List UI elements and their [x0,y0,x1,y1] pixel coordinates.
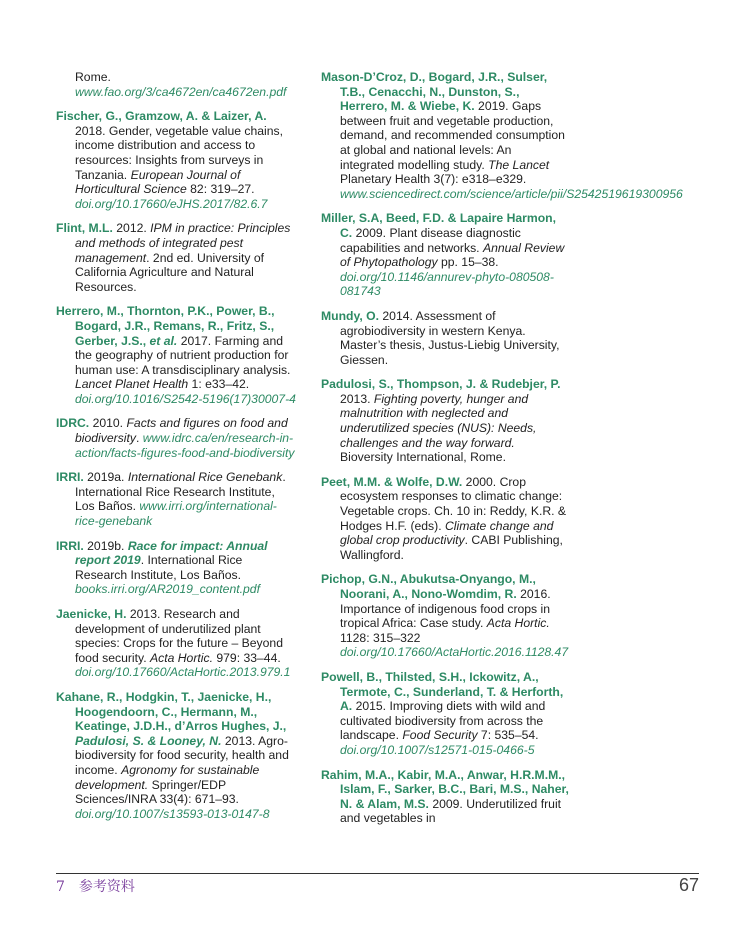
footer-divider [56,873,699,874]
reference-entry: Peet, M.M. & Wolfe, D.W. 2000. Crop ecosystem responses to climatic change: Vegetable crops. Ch. 10 in: Reddy, K.R. & Hodges H.F. (eds). Climate change and global crop productivity. CABI Publishing, Wallingford. [321,474,567,562]
reference-authors: IRRI. [56,538,84,553]
reference-authors: IRRI. [56,470,84,485]
reference-link[interactable]: doi.org/10.1007/s13593-013-0147-8 [75,806,270,821]
reference-entry: Padulosi, S., Thompson, J. & Rudebjer, P. 2013. Fighting poverty, hunger and malnutrition with neglected and underutilized species (NUS): Needs, challenges and the way forward. Bioversity International, Rome. [321,377,561,465]
reference-link[interactable]: www.fao.org/3/ca4672en/ca4672en.pdf [75,84,287,99]
reference-entry: Herrero, M., Thornton, P.K., Power, B., Bogard, J.R., Remans, R., Fritz, S., Gerber, J.S., et al. 2017. Farming and the geography of nutrient production for human use: A transdisciplinary analysis. Lancet Planet Health 1: e33–42. doi.org/10.1016/S2542-5196(17)30007-4 [56,304,296,406]
reference-entry: Jaenicke, H. 2013. Research and development of underutilized plant species: Crops for the future – Beyond food security. Acta Hortic. 979: 33–44. doi.org/10.17660/ActaHortic.2013.979.1 [56,607,291,680]
reference-entry: Rahim, M.A., Kabir, M.A., Anwar, H.R.M.M., Islam, F., Sarker, B.C., Bari, M.S., Naher, N. & Alam, M.S. 2009. Underutilized fruit and vegetables in [321,767,569,826]
reference-entry: IRRI. 2019a. International Rice Genebank. International Rice Research Institute, Los Baños. www.irri.org/international-rice-genebank [56,470,286,529]
reference-link[interactable]: doi.org/10.17660/eJHS.2017/82.6.7 [75,196,268,211]
reference-link[interactable]: doi.org/10.17660/ActaHortic.2016.1128.47 [340,645,569,660]
chapter-title: 参考资料 [78,879,135,895]
reference-entry: Mason-D’Croz, D., Bogard, J.R., Sulser, T.B., Cenacchi, N., Dunston, S., Herrero, M. & Wiebe, K. 2019. Gaps between fruit and vegetable production, demand, and recommended consumption at global and national levels: An integrated modelling study. The Lancet Planetary Health 3(7): e318–e329. www.sciencedirect.com/science/article/pii/S2542519619300956 [321,70,683,201]
reference-link[interactable]: www.idrc.ca/en/research-in-action/facts-figures-food-and-biodiversity [75,431,295,460]
reference-authors: Peet, M.M. & Wolfe, D.W. [321,474,463,489]
reference-link[interactable]: doi.org/10.17660/ActaHortic.2013.979.1 [75,665,291,680]
reference-column-left [56,70,296,831]
reference-entry: Kahane, R., Hodgkin, T., Jaenicke, H., Hoogendoorn, C., Hermann, M., Keatinge, J.D.H., d’Arros Hughes, J., Padulosi, S. & Looney, N. 2013. Agro-biodiversity for food security, health and income. Agronomy for sustainable development. Springer/EDP Sciences/INRA 33(4): 671–93. doi.org/10.1007/s13593-013-0147-8 [56,689,289,821]
reference-entry: Rome. www.fao.org/3/ca4672en/ca4672en.pdf [75,70,287,99]
reference-link[interactable]: books.irri.org/AR2019_content.pdf [75,582,260,597]
page-number: 67 [678,875,699,895]
reference-entry: Pichop, G.N., Abukutsa-Onyango, M., Noorani, A., Nono-Womdim, R. 2016. Importance of indigenous food crops in tropical Africa: Case study. Acta Hortic. 1128: 315–322 doi.org/10.17660/ActaHortic.2016.1128.47 [321,572,569,660]
reference-column-right [321,70,683,836]
chapter-number: 7 [56,879,65,895]
reference-link[interactable]: www.irri.org/international-rice-genebank [75,499,277,529]
reference-authors: Padulosi, S., Thompson, J. & Rudebjer, P. [321,377,561,392]
reference-link[interactable]: doi.org/10.1007/s12571-015-0466-5 [340,742,535,757]
reference-link[interactable]: doi.org/10.1016/S2542-5196(17)30007-4 [75,391,296,406]
reference-entry: Fischer, G., Gramzow, A. & Laizer, A. 2018. Gender, vegetable value chains, income distribution and access to resources: Insights from surveys in Tanzania. European Journal of Horticultural Science 82: 319–27. doi.org/10.17660/eJHS.2017/82.6.7 [56,109,284,211]
reference-authors: Herrero, M., Thornton, P.K., Power, B., Bogard, J.R., Remans, R., Fritz, S., Gerber, J.S., et al. [56,304,275,348]
reference-link[interactable]: www.sciencedirect.com/science/article/pii/S2542519619300956 [340,186,683,201]
reference-authors: Flint, M.L. [56,221,113,236]
reference-authors: Rahim, M.A., Kabir, M.A., Anwar, H.R.M.M., Islam, F., Sarker, B.C., Bari, M.S., Naher, N. & Alam, M.S. [321,767,569,811]
reference-authors: Powell, B., Thilsted, S.H., Ickowitz, A., Termote, C., Sunderland, T. & Herforth, A. [321,669,564,714]
chapter-footer [56,876,135,896]
reference-authors: Pichop, G.N., Abukutsa-Onyango, M., Noorani, A., Nono-Womdim, R. [321,572,536,601]
reference-authors: Jaenicke, H. [56,607,127,621]
reference-entry: IDRC. 2010. Facts and figures on food and biodiversity. www.idrc.ca/en/research-in-action/facts-figures-food-and-biodiversity [56,416,295,460]
reference-entry: Powell, B., Thilsted, S.H., Ickowitz, A., Termote, C., Sunderland, T. & Herforth, A. 2015. Improving diets with wild and cultivated biodiversity from across the landscape. Food Security 7: 535–54. doi.org/10.1007/s12571-015-0466-5 [321,669,564,757]
reference-entry: Mundy, O. 2014. Assessment of agrobiodiversity in western Kenya. Master’s thesis, Justus-Liebig University, Giessen. [321,308,560,367]
reference-authors: Fischer, G., Gramzow, A. & Laizer, A. [56,109,267,124]
reference-link[interactable]: doi.org/10.1146/annurev-phyto-080508-081743 [340,269,554,299]
reference-entry: IRRI. 2019b. Race for impact: Annual report 2019. International Rice Research Institute, Los Baños. books.irri.org/AR2019_content.pdf [56,538,268,597]
reference-authors: IDRC. [56,416,90,431]
reference-authors: Kahane, R., Hodgkin, T., Jaenicke, H., Hoogendoorn, C., Hermann, M., Keatinge, J.D.H., d’Arros Hughes, J., Padulosi, S. & Looney, N. [56,689,287,748]
reference-authors: Miller, S.A, Beed, F.D. & Lapaire Harmon, C. [321,211,557,240]
reference-entry: Miller, S.A, Beed, F.D. & Lapaire Harmon, C. 2009. Plant disease diagnostic capabilities and networks. Annual Review of Phytopathology pp. 15–38. doi.org/10.1146/annurev-phyto-080508-081743 [321,211,565,299]
reference-authors: Mason-D’Croz, D., Bogard, J.R., Sulser, T.B., Cenacchi, N., Dunston, S., Herrero, M. & Wiebe, K. [321,70,548,114]
reference-authors: Mundy, O. [321,308,379,323]
reference-entry: Flint, M.L. 2012. IPM in practice: Principles and methods of integrated pest management. 2nd ed. University of California Agriculture and Natural Resources. [56,221,291,294]
